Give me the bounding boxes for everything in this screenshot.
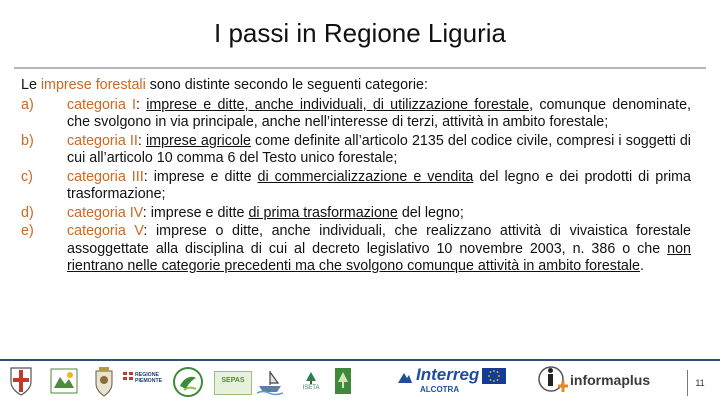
footer-divider	[0, 359, 720, 361]
intro-text-before: Le	[21, 77, 41, 93]
iseta-logo	[296, 372, 326, 392]
sepas-logo	[214, 371, 252, 395]
alcotra-logo-text: ALCOTRA	[420, 385, 460, 394]
category-name: categoria I	[67, 96, 137, 113]
item-text-part: :	[137, 132, 146, 149]
item-label: b)	[21, 132, 34, 149]
interreg-logo	[398, 365, 478, 399]
interreg-mountain-icon	[398, 371, 412, 383]
eu-flag-icon	[482, 368, 506, 384]
slide-body	[21, 77, 691, 277]
category-list	[21, 97, 691, 276]
item-text-part: : imprese o ditte, anche individuali, che realizzano attività di vivaistica forestale assoggettate alla disciplina di cui al decreto legislativo 10 novembre 2003, n. 386 o che	[67, 223, 691, 257]
partner-logos	[0, 362, 690, 402]
item-text	[67, 223, 691, 276]
intro-highlight: imprese forestali	[40, 77, 146, 93]
informaplus-emblem-icon	[538, 364, 568, 398]
title-divider	[14, 67, 706, 69]
item-label: e)	[21, 223, 34, 239]
item-text-part: , comunque denominate, che svolgono in via principale, anche nell’interesse di terzi, attività in ambito forestale;	[67, 96, 691, 130]
item-underlined-text: imprese e ditte, anche individuali, di utilizzazione forestale	[146, 96, 530, 113]
item-text	[67, 133, 691, 168]
item-label: c)	[21, 168, 33, 185]
boat-logo-icon	[255, 368, 285, 396]
intro-paragraph	[21, 77, 691, 95]
item-text-part: : imprese e ditte	[143, 168, 258, 185]
list-item	[21, 133, 691, 168]
category-name: categoria IV	[67, 204, 143, 221]
item-text	[67, 97, 691, 132]
item-text	[67, 169, 691, 204]
item-underlined-text: di commercializzazione e vendita	[257, 168, 474, 185]
page-number: 11	[687, 370, 712, 396]
iseta-logo-text: ISETA	[302, 385, 320, 391]
item-text-part: : imprese e ditte	[142, 204, 249, 221]
sepas-logo-text: SEPAS	[221, 377, 245, 384]
informaplus-logo-text: informaplus	[570, 372, 651, 388]
item-text-part: .	[640, 258, 644, 274]
round-green-logo-icon	[172, 365, 204, 399]
item-underlined-text: non rientrano nelle categorie precedenti ma che svolgono comunque attività in ambito forestale	[67, 240, 691, 274]
category-name: categoria III	[67, 168, 144, 185]
item-label: d)	[21, 204, 34, 221]
item-text-part: del legno e dei prodotti di prima trasformazione;	[67, 168, 691, 202]
piemonte-crest-icon	[123, 372, 133, 380]
item-text-part: come definite all’articolo 2135 del codice civile, compresi i soggetti di cui all’articolo 10 comma 6 del Testo unico forestale;	[67, 132, 691, 166]
list-item	[21, 205, 691, 223]
item-underlined-text: di prima trasformazione	[248, 204, 398, 221]
category-name: categoria II	[67, 132, 138, 149]
item-underlined-text: imprese agricole	[145, 132, 251, 149]
list-item	[21, 223, 691, 276]
iseta-tree-icon	[305, 372, 317, 384]
item-text-part: :	[136, 96, 147, 113]
partner-green-logo-icon	[50, 368, 78, 394]
slide-title: I passi in Regione Liguria	[214, 18, 506, 48]
informaplus-logo	[538, 364, 656, 400]
interreg-logo-text: Interreg	[416, 365, 480, 384]
item-text	[67, 205, 691, 223]
regione-piemonte-logo	[123, 372, 163, 396]
green-tree-logo-icon	[335, 368, 351, 394]
list-item	[21, 97, 691, 132]
piemonte-logo-text: REGIONE PIEMONTE	[135, 372, 163, 384]
intro-text-after: sono distinte secondo le seguenti categorie:	[145, 77, 428, 93]
regione-liguria-logo-icon	[8, 366, 34, 396]
item-label: a)	[21, 96, 34, 113]
crest-logo-icon	[93, 366, 115, 398]
item-text-part: del legno;	[397, 204, 464, 221]
category-name: categoria V	[67, 223, 144, 239]
list-item	[21, 169, 691, 204]
